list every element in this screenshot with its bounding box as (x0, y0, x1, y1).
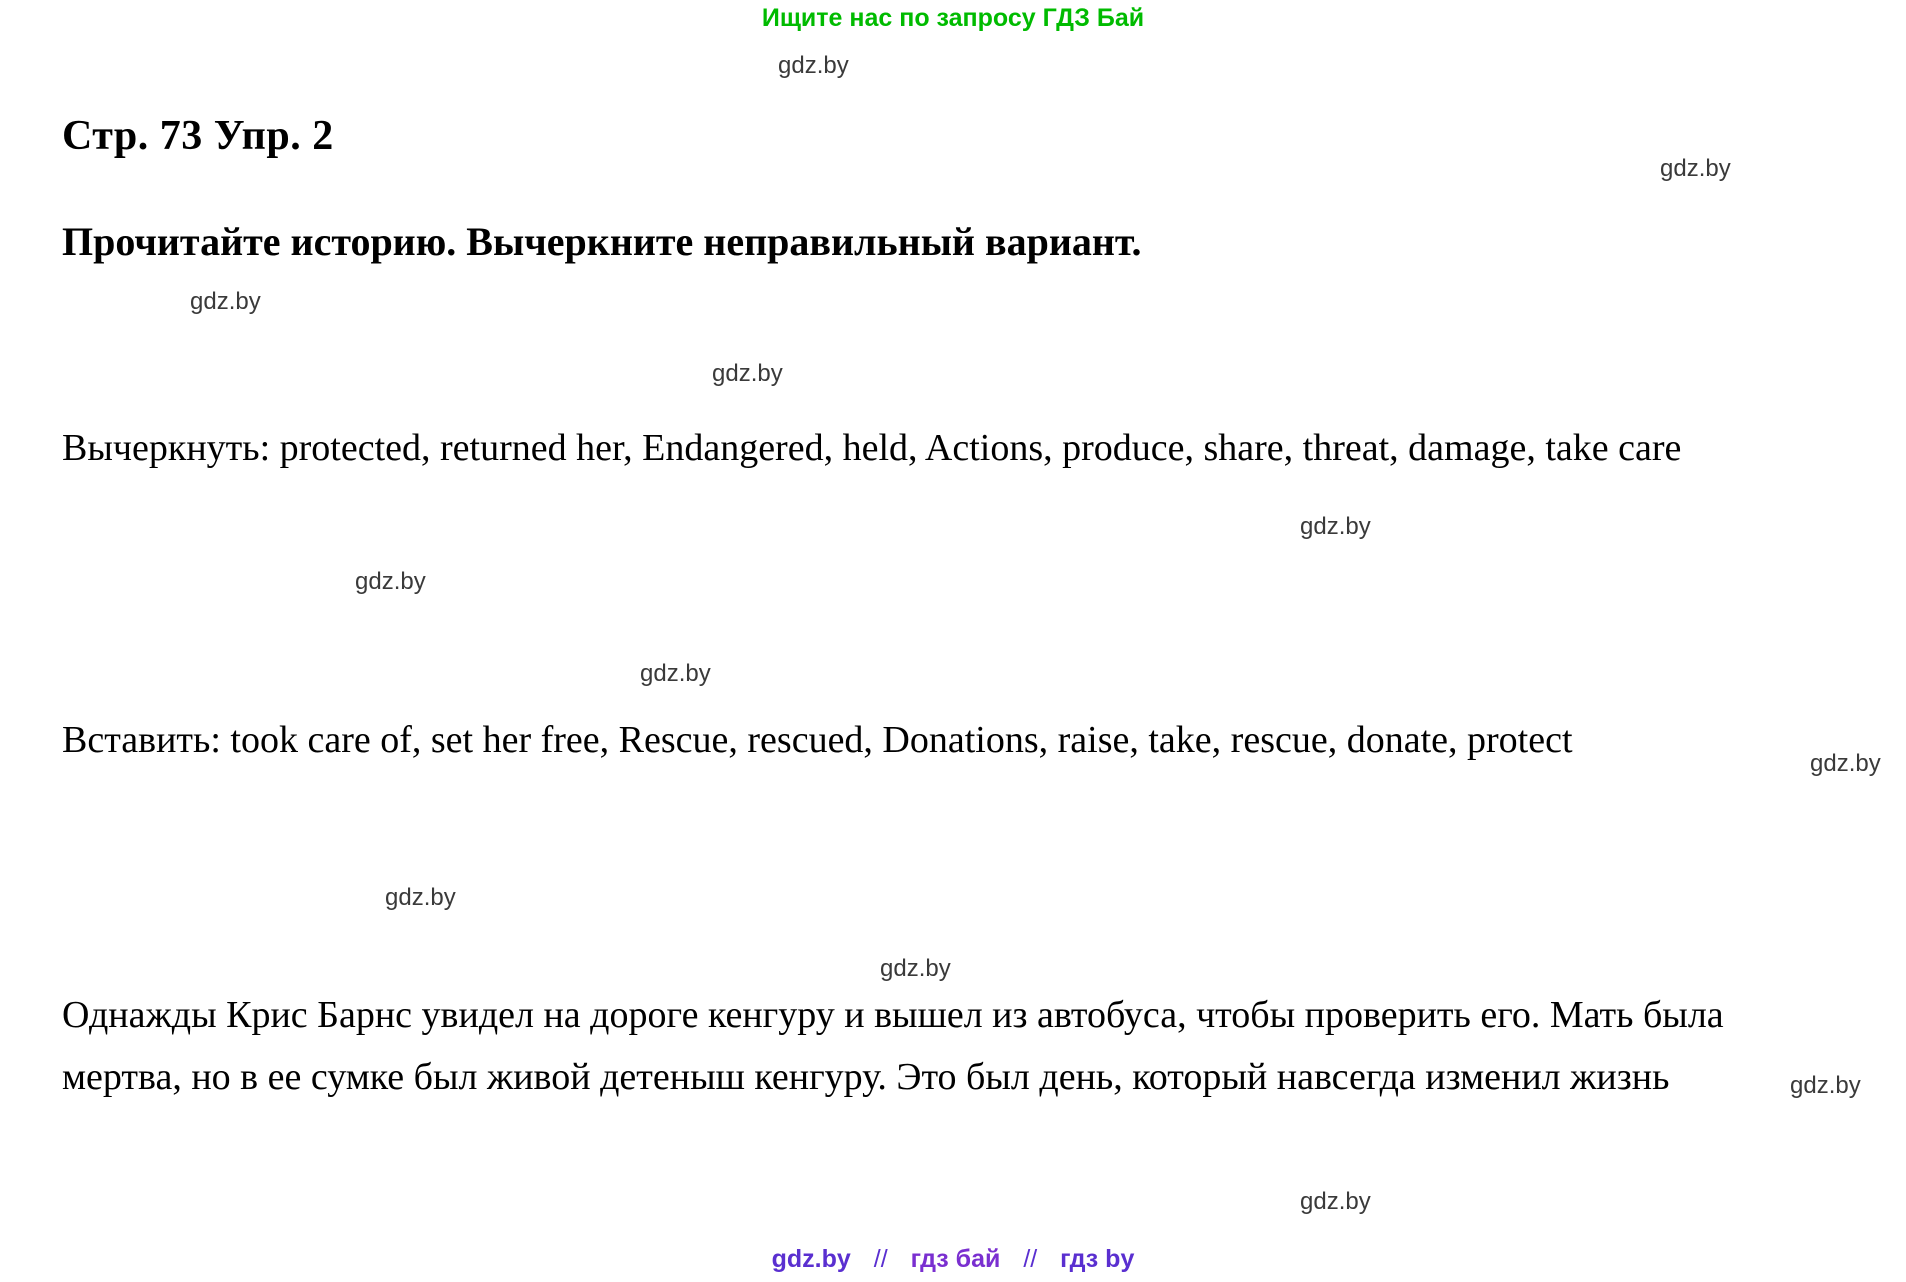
watermark: gdz.by (1660, 155, 1731, 182)
footer-separator-1: // (873, 1245, 888, 1273)
watermark: gdz.by (1810, 750, 1881, 777)
watermark: gdz.by (355, 568, 426, 595)
page-title: Стр. 73 Упр. 2 (62, 113, 334, 159)
footer-link-2: гдз бай (910, 1245, 1001, 1273)
answer-story-translation: Однажды Крис Барнс увидел на дороге кенгуру и вышел из автобуса, чтобы проверить его. Мать была мертва, но в ее сумке был живой детеныш кенгуру. Это был день, который навсегда изменил жизнь (62, 994, 1724, 1098)
footer-separator-2: // (1023, 1245, 1038, 1273)
watermark: gdz.by (880, 955, 951, 982)
watermark: gdz.by (190, 288, 261, 315)
watermark: gdz.by (1790, 1072, 1861, 1099)
site-promo-banner: Ищите нас по запросу ГДЗ Бай (761, 4, 1145, 32)
answer-insert: Вставить: took care of, set her free, Rescue, rescued, Donations, raise, take, rescue, donate, protect (62, 719, 1573, 761)
answer-cross-out: Вычеркнуть: protected, returned her, Endangered, held, Actions, produce, share, threat, damage, take care (62, 427, 1682, 469)
watermark: gdz.by (712, 360, 783, 387)
watermark: gdz.by (1300, 1188, 1371, 1215)
footer-link-1: gdz.by (771, 1245, 851, 1273)
watermark: gdz.by (1300, 513, 1371, 540)
watermark: gdz.by (778, 52, 849, 79)
watermark: gdz.by (640, 660, 711, 687)
footer-link-3: гдз by (1060, 1245, 1135, 1273)
watermark: gdz.by (385, 884, 456, 911)
footer-links (0, 1245, 1906, 1274)
task-instruction: Прочитайте историю. Вычеркните неправильный вариант. (62, 219, 1142, 264)
